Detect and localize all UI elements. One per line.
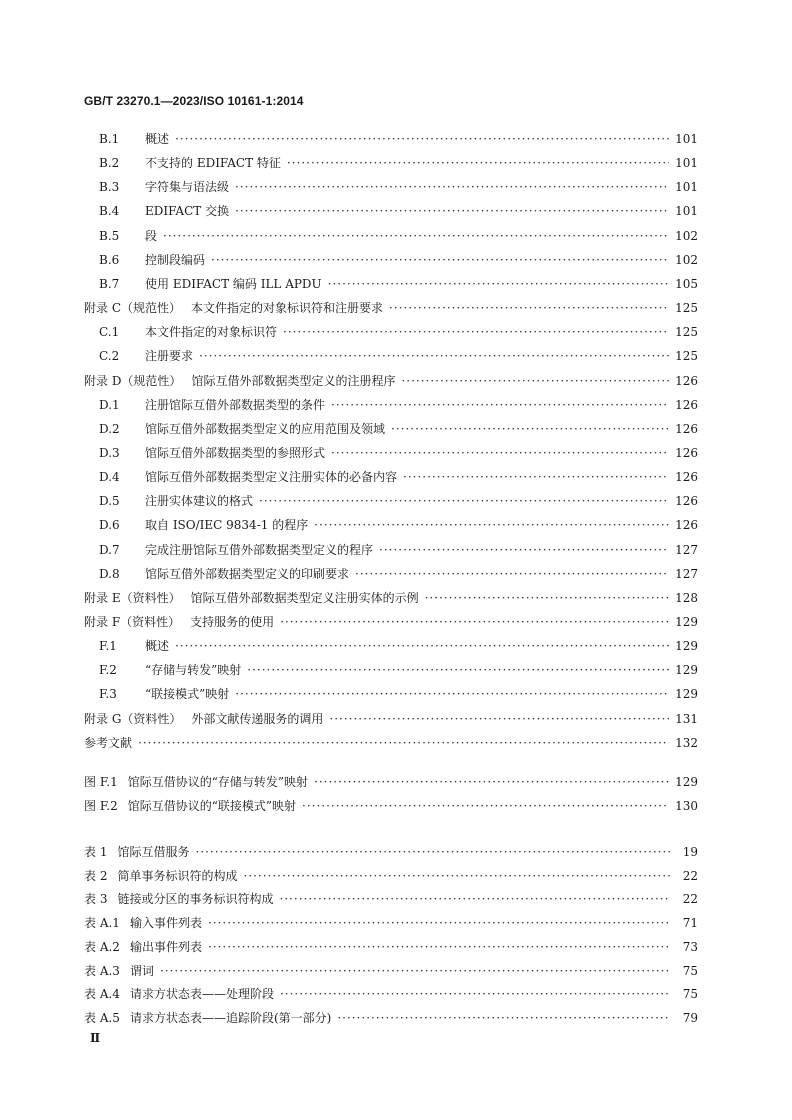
toc-entry-title: 段 [145, 228, 158, 243]
toc-leader-dots [279, 889, 670, 909]
toc-entry[interactable] [84, 129, 698, 149]
toc-entry-number: 表 A.3 [84, 963, 120, 978]
toc-entry-page: 101 [675, 132, 698, 146]
toc-entry[interactable] [84, 564, 698, 584]
toc-entry-title: 本文件指定的对象标识符 [145, 325, 278, 340]
toc-entry-page: 126 [675, 470, 698, 485]
toc-entry-page: 126 [675, 421, 698, 436]
toc-entry-number: D.6 [99, 518, 120, 533]
toc-entry-title: 馆际互借外部数据类型定义的印刷要求 [145, 566, 350, 581]
toc-entry-number: 表 1 [84, 845, 108, 859]
toc-entry[interactable] [84, 443, 698, 463]
toc-entry[interactable] [84, 733, 698, 753]
toc-entry-title: 支持服务的使用 [190, 615, 275, 629]
toc-entry[interactable] [84, 322, 698, 342]
toc-leader-dots [314, 772, 669, 792]
toc-entry-number: F.3 [99, 687, 117, 702]
toc-entry-title: 馆际互借协议的“存储与转发”映射 [127, 775, 309, 789]
toc-entry-title: 不支持的 EDIFACT 特征 [145, 156, 281, 171]
toc-entry-title: “存储与转发”映射 [145, 663, 242, 678]
toc-entry-title: 馆际互借外部数据类型定义的注册程序 [191, 373, 396, 388]
toc-entry-page: 73 [682, 939, 698, 954]
toc-leader-dots [199, 346, 669, 366]
toc-entry[interactable] [84, 201, 698, 221]
toc-entry[interactable] [84, 961, 698, 981]
toc-entry-page: 131 [675, 711, 698, 726]
toc-entry[interactable] [84, 913, 698, 933]
toc-entry-page: 126 [675, 494, 698, 509]
toc-leader-dots [138, 733, 669, 753]
toc-entry-page: 127 [675, 566, 698, 581]
toc-entry-title: 请求方状态表——处理阶段 [129, 987, 274, 1002]
toc-leader-dots [355, 564, 669, 584]
toc-entry[interactable] [84, 540, 698, 560]
toc-leader-dots [389, 298, 669, 318]
toc-leader-dots [287, 153, 669, 173]
toc-entry-page: 105 [675, 276, 698, 291]
page-number: Ⅱ [90, 1031, 101, 1045]
toc-leader-dots [259, 491, 669, 511]
toc-entry[interactable] [84, 371, 698, 391]
toc-entry-page: 75 [682, 963, 698, 978]
toc-entry-page: 126 [675, 397, 698, 412]
toc-entry-title: 馆际互借服务 [117, 845, 190, 859]
toc-leader-dots [247, 660, 669, 680]
toc-entry[interactable] [84, 250, 698, 270]
toc-entry-number: 附录 D（规范性） [84, 373, 182, 388]
toc-entry-number: B.1 [99, 132, 120, 146]
toc-entry-page: 125 [675, 349, 698, 364]
toc-entry-number: C.1 [99, 325, 120, 340]
toc-entry[interactable] [84, 419, 698, 439]
toc-entry-title: 使用 EDIFACT 编码 ILL APDU [145, 276, 322, 291]
toc-entry-title: 本文件指定的对象标识符和注册要求 [191, 301, 384, 316]
toc-entry-number: D.3 [99, 445, 120, 460]
toc-entry[interactable] [84, 709, 698, 729]
toc-entry-page: 71 [682, 916, 698, 931]
toc-entry-page: 129 [675, 663, 698, 678]
toc-leader-dots [175, 636, 669, 656]
toc-entry-page: 22 [682, 892, 698, 907]
toc-entry-title: 完成注册馆际互借外部数据类型定义的程序 [145, 542, 374, 557]
toc-entry[interactable] [84, 636, 698, 656]
toc-entry[interactable] [84, 612, 698, 632]
toc-entry-page: 79 [682, 1010, 698, 1025]
toc-entry-number: 表 A.4 [84, 987, 120, 1002]
toc-entry[interactable] [84, 772, 698, 792]
toc-entry-title: 字符集与语法级 [145, 180, 230, 195]
toc-entry-number: C.2 [99, 349, 120, 364]
toc-entry-page: 75 [682, 987, 698, 1002]
toc-entry-title: 概述 [145, 639, 170, 654]
toc-entry-page: 130 [675, 799, 698, 813]
toc-entry-number: 表 A.1 [84, 916, 120, 931]
toc-leader-dots [243, 866, 670, 886]
toc-entry-page: 125 [675, 325, 698, 340]
toc-leader-dots [163, 226, 669, 246]
toc-entry-page: 129 [675, 687, 698, 702]
toc-entry-number: B.4 [99, 204, 120, 219]
toc-entry-title: 取自 ISO/IEC 9834-1 的程序 [145, 518, 309, 533]
toc-entry-page: 126 [675, 373, 698, 388]
toc-entry-title: 注册馆际互借外部数据类型的条件 [145, 397, 326, 412]
toc-leader-dots [175, 129, 669, 149]
toc-entry-page: 132 [675, 735, 698, 750]
toc-entry-title: 链接或分区的事务标识符构成 [117, 892, 274, 907]
toc-entry-page: 129 [675, 775, 698, 789]
toc-entry-number: 附录 E（资料性） [84, 590, 181, 605]
toc-entry-page: 101 [675, 204, 698, 219]
toc-entry[interactable] [84, 889, 698, 909]
toc-leader-dots [208, 937, 670, 957]
toc-entry-title: 控制段编码 [145, 252, 206, 267]
toc-entry[interactable] [84, 796, 698, 816]
toc-entry-title: 外部文献传递服务的调用 [191, 711, 324, 726]
toc-entry-page: 102 [675, 228, 698, 243]
toc-entry-number: 表 2 [84, 868, 108, 883]
toc-leader-dots [401, 371, 669, 391]
toc-entry-page: 22 [682, 868, 698, 883]
toc-entry-page: 101 [675, 156, 698, 171]
toc-entry[interactable] [84, 491, 698, 511]
toc-entry-number: D.8 [99, 566, 120, 581]
toc-entry-title: 输出事件列表 [129, 939, 202, 954]
toc-entry-page: 102 [675, 252, 698, 267]
toc-leader-dots [160, 961, 670, 981]
toc-entry-number: F.1 [99, 639, 117, 654]
toc-leader-dots [379, 540, 669, 560]
toc-entry[interactable] [84, 937, 698, 957]
toc-entry[interactable] [84, 467, 698, 487]
toc-entry-title: EDIFACT 交换 [145, 204, 230, 219]
toc-entry[interactable] [84, 842, 698, 862]
toc-entry-page: 125 [675, 301, 698, 316]
toc-entry-number: B.6 [99, 252, 120, 267]
toc-entry-number: 附录 C（规范性） [84, 301, 181, 316]
document-header: GB/T 23270.1—2023/ISO 10161-1:2014 [84, 94, 304, 108]
toc-entry-number: 附录 G（资料性） [84, 711, 182, 726]
toc-entry-page: 128 [675, 590, 698, 605]
toc-entry-number: 图 F.1 [84, 775, 118, 789]
toc-entry-title: 馆际互借外部数据类型的参照形式 [145, 445, 326, 460]
toc-entry-page: 129 [675, 639, 698, 654]
toc-entry-number: 表 A.2 [84, 939, 120, 954]
toc-leader-dots [425, 588, 670, 608]
toc-leader-dots [211, 250, 669, 270]
toc-leader-dots [235, 201, 669, 221]
toc-entry-number: D.7 [99, 542, 120, 557]
toc-entry-number: B.7 [99, 276, 120, 291]
toc-leader-dots [331, 443, 669, 463]
toc-entry-number: B.2 [99, 156, 120, 171]
toc-leader-dots [195, 842, 670, 862]
toc-entry[interactable] [84, 226, 698, 246]
toc-entry-number: B.3 [99, 180, 120, 195]
toc-leader-dots [403, 467, 669, 487]
toc-entry-title: “联接模式”映射 [145, 687, 230, 702]
toc-entry-title: 简单事务标识符的构成 [117, 868, 238, 883]
toc-entry[interactable] [84, 984, 698, 1004]
toc-entry-title: 谓词 [129, 963, 154, 978]
toc-entry[interactable] [84, 177, 698, 197]
toc-entry-number: D.4 [99, 470, 120, 485]
toc-entry-number: D.2 [99, 421, 120, 436]
toc-entry-number: 附录 F（资料性） [84, 615, 181, 629]
toc-entry-number: D.5 [99, 494, 120, 509]
toc-entry-title: 馆际互借外部数据类型定义的应用范围及领域 [145, 421, 386, 436]
toc-entry[interactable] [84, 153, 698, 173]
toc-entry-number: 表 A.5 [84, 1010, 120, 1025]
toc-entry-title: 馆际互借协议的“联接模式”映射 [127, 799, 297, 813]
toc-entry[interactable] [84, 866, 698, 886]
toc-leader-dots [235, 684, 669, 704]
toc-leader-dots [283, 322, 669, 342]
toc-leader-dots [235, 177, 669, 197]
toc-entry-page: 19 [682, 845, 698, 859]
toc-entry-number: F.2 [99, 663, 117, 678]
toc-entry-title: 输入事件列表 [129, 916, 202, 931]
toc-entry-title: 注册实体建议的格式 [145, 494, 254, 509]
toc-entry-number: 表 3 [84, 892, 108, 907]
toc-entry-page: 126 [675, 445, 698, 460]
toc-entry-title: 馆际互借外部数据类型定义注册实体的示例 [190, 590, 419, 605]
toc-entry-page: 127 [675, 542, 698, 557]
toc-leader-dots [337, 1008, 670, 1028]
toc-entry-number: D.1 [99, 397, 120, 412]
toc-leader-dots [302, 796, 669, 816]
toc-leader-dots [280, 612, 669, 632]
toc-entry[interactable] [84, 1008, 698, 1028]
toc-entry[interactable] [84, 298, 698, 318]
toc-entry[interactable] [84, 274, 698, 294]
toc-leader-dots [331, 395, 669, 415]
toc-entry-title: 注册要求 [145, 349, 194, 364]
toc-entry[interactable] [84, 395, 698, 415]
toc-entry-title: 馆际互借外部数据类型定义注册实体的必备内容 [145, 470, 398, 485]
toc-leader-dots [280, 984, 670, 1004]
toc-entry-title: 概述 [145, 132, 170, 146]
toc-leader-dots [208, 913, 670, 933]
toc-entry-number: 图 F.2 [84, 799, 118, 813]
toc-leader-dots [391, 419, 669, 439]
toc-entry-number: 参考文献 [84, 735, 133, 750]
toc-entry-page: 126 [675, 518, 698, 533]
toc-leader-dots [314, 515, 669, 535]
toc-leader-dots [329, 709, 669, 729]
toc-entry-title: 请求方状态表——追踪阶段(第一部分) [129, 1010, 332, 1025]
toc-entry[interactable] [84, 684, 698, 704]
toc-entry[interactable] [84, 660, 698, 680]
toc-entry-page: 101 [675, 180, 698, 195]
toc-entry[interactable] [84, 588, 698, 608]
toc-entry-page: 129 [675, 615, 698, 629]
toc-entry[interactable] [84, 346, 698, 366]
toc-entry-number: B.5 [99, 228, 120, 243]
toc-leader-dots [328, 274, 669, 294]
toc-entry[interactable] [84, 515, 698, 535]
